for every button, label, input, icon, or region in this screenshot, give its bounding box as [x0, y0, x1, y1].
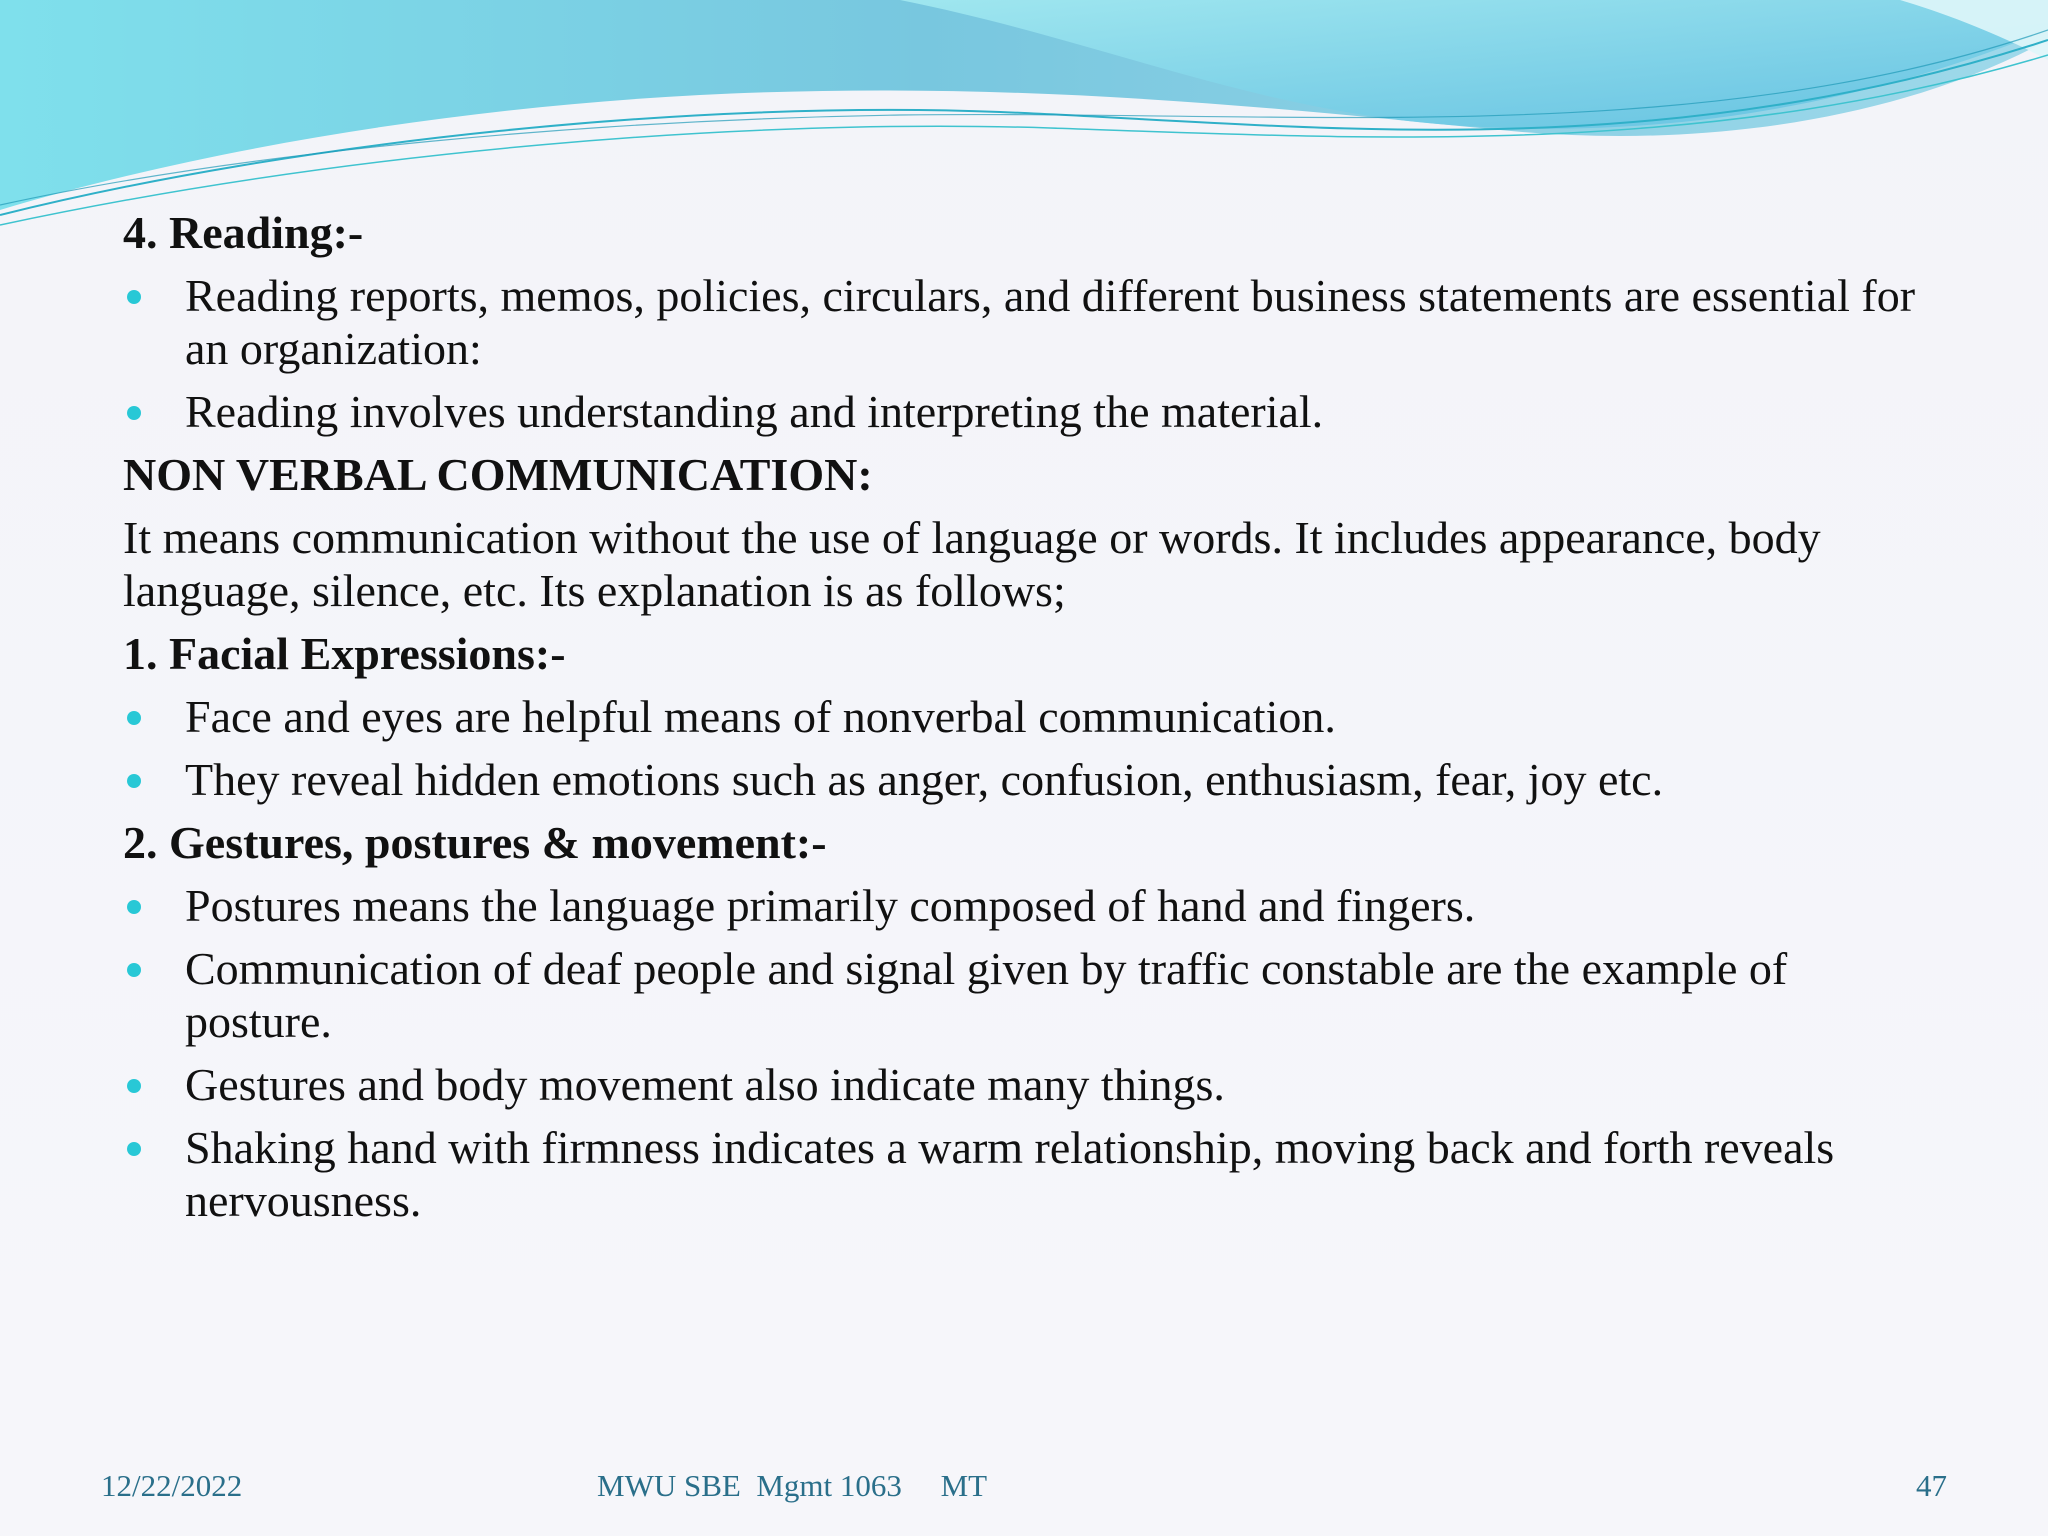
nonverbal-intro: It means communication without the use of language or words. It includes appearance, body language, silence, etc. Its explanation is as follows;: [123, 512, 1821, 616]
list-item: [123, 385, 1943, 438]
header-wave-decoration: [0, 0, 2048, 240]
list-item-text: They reveal hidden emotions such as anger, confusion, enthusiasm, fear, joy etc.: [185, 754, 1664, 805]
bullet-icon: [127, 711, 141, 725]
bullet-icon: [127, 774, 141, 788]
list-item: [123, 1121, 1943, 1227]
facial-expressions-heading: 1. Facial Expressions:-: [123, 628, 566, 679]
bullet-icon: [127, 1142, 141, 1156]
reading-heading: 4. Reading:-: [123, 207, 364, 258]
nonverbal-heading: NON VERBAL COMMUNICATION:: [123, 449, 873, 500]
bullet-icon: [127, 290, 141, 304]
slide-content: [123, 206, 1943, 1237]
list-item: [123, 1058, 1943, 1111]
list-item: [123, 942, 1943, 1048]
list-item-text: Shaking hand with firmness indicates a warm relationship, moving back and forth reveals nervousness.: [185, 1122, 1835, 1226]
list-item-text: Face and eyes are helpful means of nonverbal communication.: [185, 691, 1336, 742]
gestures-heading: 2. Gestures, postures & movement:-: [123, 817, 827, 868]
bullet-icon: [127, 1079, 141, 1093]
list-item-text: Gestures and body movement also indicate many things.: [185, 1059, 1225, 1110]
list-item: [123, 690, 1943, 743]
slide-number: 47: [1916, 1468, 1947, 1503]
list-item-text: Reading involves understanding and interpreting the material.: [185, 386, 1324, 437]
footer-course-label: MWU SBE Mgmt 1063 MT: [597, 1468, 988, 1503]
bullet-icon: [127, 406, 141, 420]
list-item-text: Communication of deaf people and signal given by traffic constable are the example of posture.: [185, 943, 1788, 1047]
bullet-icon: [127, 900, 141, 914]
bullet-icon: [127, 963, 141, 977]
list-item-text: Reading reports, memos, policies, circulars, and different business statements are essential for an organization:: [185, 270, 1916, 374]
footer-date: 12/22/2022: [101, 1468, 243, 1503]
list-item: [123, 753, 1943, 806]
list-item-text: Postures means the language primarily composed of hand and fingers.: [185, 880, 1476, 931]
list-item: [123, 879, 1943, 932]
list-item: [123, 269, 1943, 375]
